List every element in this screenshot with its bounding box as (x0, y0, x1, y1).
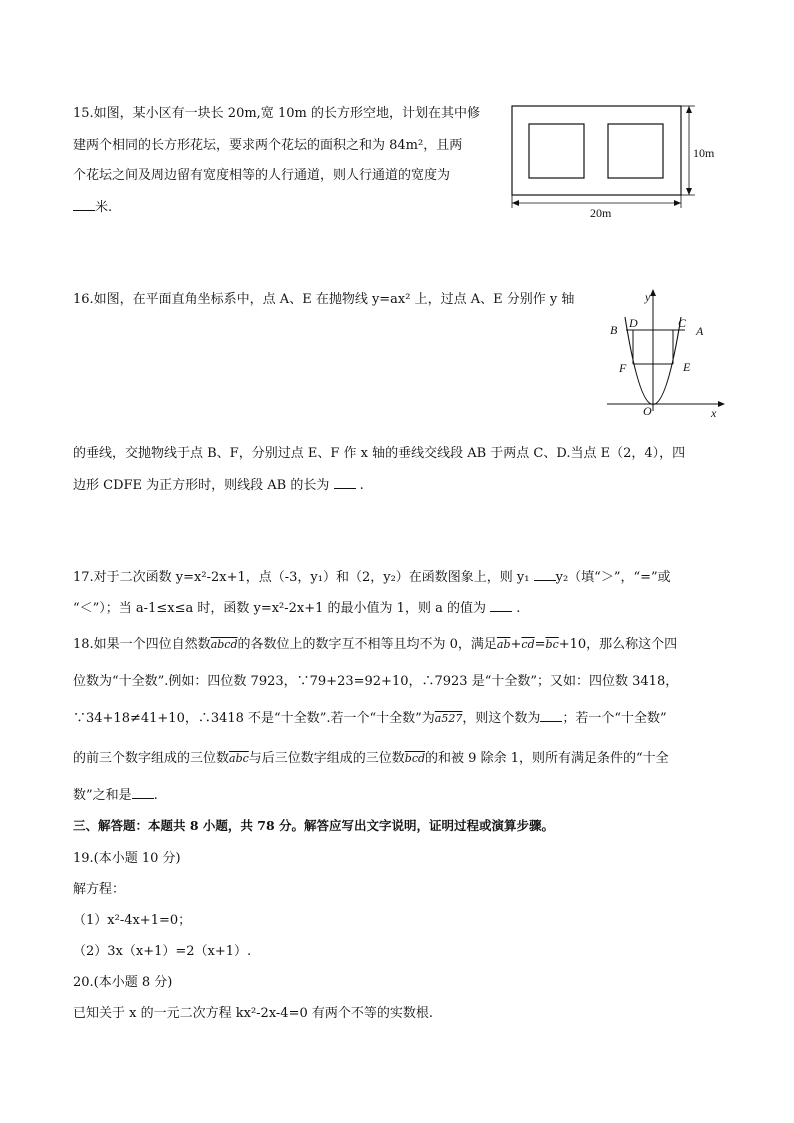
q17-line-1: 17.对于二次函数 y=x²-2x+1，点（-3，y₁）和（2，y₂）在函数图象上，则 y₁ y₂（填“＞”，“=”或 (73, 570, 671, 585)
svg-text:D: D (629, 316, 638, 330)
q19-part-2: （2）3x（x+1）=2（x+1）. (73, 944, 252, 959)
svg-text:y: y (645, 290, 651, 304)
q19-heading: 19.(本小题 10 分) (73, 851, 181, 866)
answer-blank (334, 476, 356, 489)
svg-text:O: O (643, 404, 652, 418)
flowerbed-right (608, 124, 663, 178)
answer-blank (73, 198, 95, 211)
svg-text:B: B (610, 323, 618, 337)
answer-blank (534, 568, 556, 581)
q16-line-1: 16.如图，在平面直角坐标系中，点 A、E 在抛物线 y=ax² 上，过点 A、E 分别作 y 轴 (73, 292, 575, 307)
q18-line-2: 位数为“十全数”.例如：四位数 7923，∵79+23=92+10，∴7923 是“十全数”；又如：四位数 3418， (73, 674, 679, 689)
answer-blank (490, 599, 512, 612)
q19-part-1: （1）x²-4x+1=0； (73, 913, 192, 928)
answer-blank (540, 709, 562, 722)
section-3-heading: 三、解答题：本题共 8 小题，共 78 分。解答应写出文字说明，证明过程或演算步骤。 (73, 818, 555, 833)
answer-blank (132, 786, 154, 799)
q18-line-4: 的前三个数字组成的三位数$\overline{abc}$与后三位数字组成的三位数$\overline{bcd}$的和被 9 除余 1，则所有满足条件的“十全 (73, 751, 669, 766)
q15-line-2: 建两个相同的长方形花坛，要求两个花坛的面积之和为 84m²，且两 (73, 138, 463, 153)
outer-rectangle (512, 106, 681, 195)
svg-text:x: x (711, 406, 717, 420)
q15-line-1: 15.如图，某小区有一块长 20m,宽 10m 的长方形空地，计划在其中修 (73, 106, 480, 121)
q17-line-2: “＜”）；当 a-1≤x≤a 时，函数 y=x²-2x+1 的最小值为 1，则 a 的值为 . (73, 601, 521, 616)
width-label: 20m (590, 206, 612, 220)
svg-text:F: F (619, 361, 627, 375)
svg-text:A: A (696, 324, 704, 338)
q15-figure (505, 100, 735, 220)
flowerbed-left (529, 124, 584, 178)
svg-text:E: E (683, 360, 691, 374)
q20-heading: 20.(本小题 8 分) (73, 975, 173, 990)
q15-line-4: 米. (73, 198, 112, 217)
svg-text:C: C (678, 316, 687, 330)
height-label: 10m (693, 146, 715, 160)
q16-line-3: 边形 CDFE 为正方形时，则线段 AB 的长为 . (73, 478, 364, 493)
q20-text: 已知关于 x 的一元二次方程 kx²-2x-4=0 有两个不等的实数根. (73, 1006, 434, 1021)
q19-intro: 解方程： (73, 882, 126, 897)
q16-figure (605, 287, 730, 422)
q16-line-2: 的垂线，交抛物线于点 B、F，分别过点 E、F 作 x 轴的垂线交线段 AB 于两点 C、D.当点 E（2，4），四 (73, 446, 686, 461)
q18-line-3: ∵34+18≠41+10，∴3418 不是“十全数”.若一个“十全数”为a527，则这个数为 ；若一个“十全数” (73, 711, 667, 726)
q18-line-1: 18.如果一个四位自然数abcd的各数位上的数字互不相等且均不为 0，满足$\overline{ab}+\overline{cd}=\overline{bc}+10$，那么称这个四 (73, 637, 678, 652)
q18-line-5: 数”之和是 . (73, 788, 158, 803)
q15-line-3: 个花坛之间及周边留有宽度相等的人行通道，则人行通道的宽度为 (73, 168, 451, 183)
